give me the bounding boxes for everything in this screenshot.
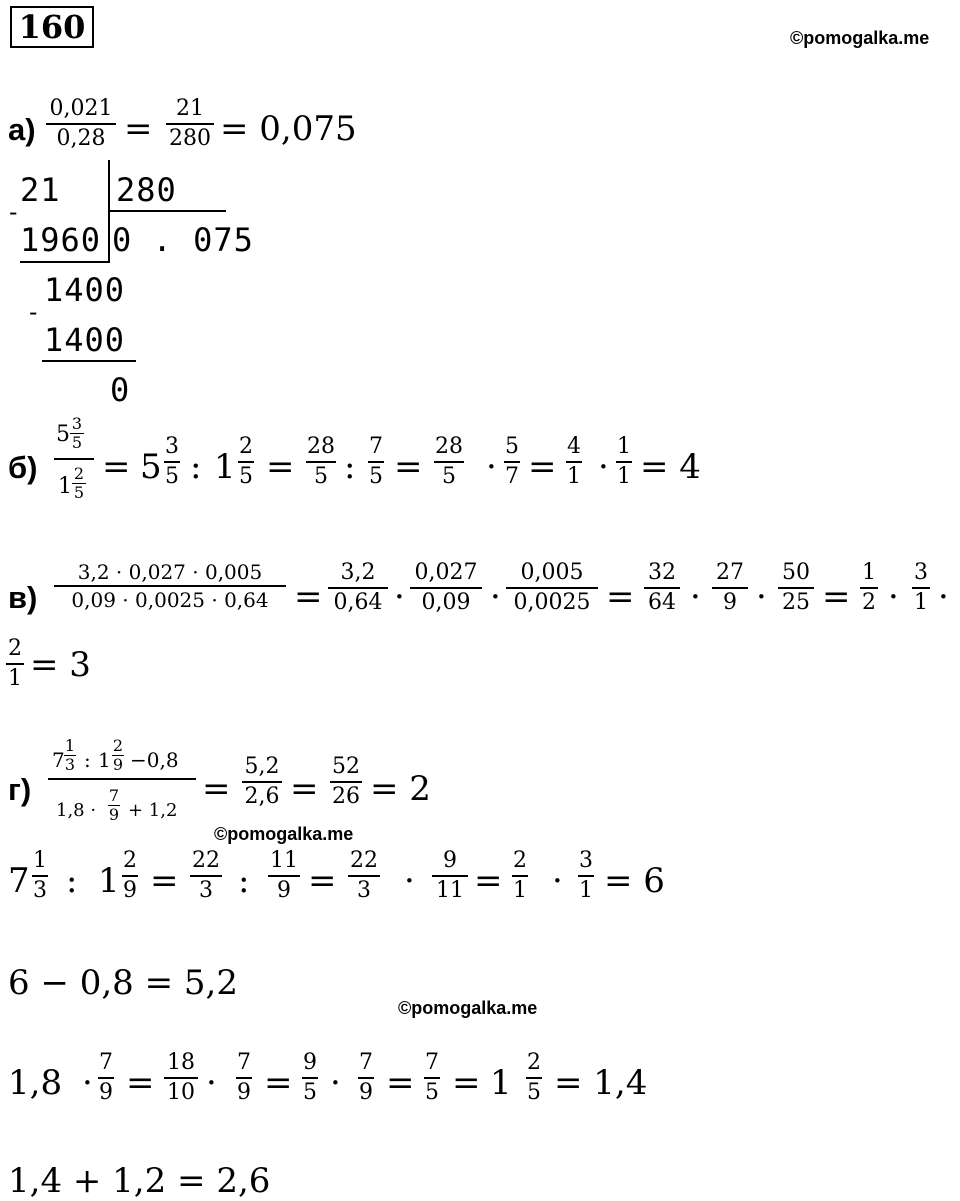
minus-sign-2: - <box>26 298 42 326</box>
minus-sign-1: - <box>6 198 22 226</box>
step-1-result: = 6 <box>604 861 665 901</box>
part-v-big-fraction: 3,2 · 0,027 · 0,005 0,09 · 0,0025 · 0,64 <box>54 562 286 610</box>
part-g-result: = 2 <box>370 769 431 809</box>
watermark-top: ©pomogalka.me <box>790 28 930 48</box>
part-g-label: г) <box>8 772 32 807</box>
part-b-result: = 4 <box>640 447 701 487</box>
step-4: 1,4 + 1,2 = 2,6 <box>8 1161 271 1201</box>
part-a-fraction-2: 21 280 <box>166 98 214 150</box>
part-b-label: б) <box>8 450 38 485</box>
part-v-result: = 3 <box>30 645 91 685</box>
subtrahend-2: 1400 <box>44 321 126 359</box>
part-a-result: = 0,075 <box>220 109 357 149</box>
watermark-middle: ©pomogalka.me <box>214 824 354 844</box>
quotient: 0 . 075 <box>112 221 254 259</box>
part-b-m2-fraction: 2 5 <box>239 434 253 489</box>
watermark-bottom: ©pomogalka.me <box>398 998 538 1018</box>
dividend: 21 <box>20 171 61 209</box>
problem-number: 160 <box>10 6 94 48</box>
equals-sign: = <box>124 109 153 149</box>
part-b-m1-fraction: 3 5 <box>165 434 179 489</box>
divisor: 280 <box>116 171 177 209</box>
subtrahend-1: 1960 <box>20 221 102 259</box>
step-3-result: = 1,4 <box>554 1063 648 1103</box>
part-a-fraction-1: 0,021 0,28 <box>46 98 116 150</box>
equals-sign: = <box>102 447 131 487</box>
final-remainder: 0 <box>110 371 131 409</box>
part-v-label: в) <box>8 580 38 615</box>
part-a-label: а) <box>8 112 36 147</box>
remainder-1: 1400 <box>44 271 126 309</box>
step-2: 6 − 0,8 = 5,2 <box>8 963 238 1003</box>
